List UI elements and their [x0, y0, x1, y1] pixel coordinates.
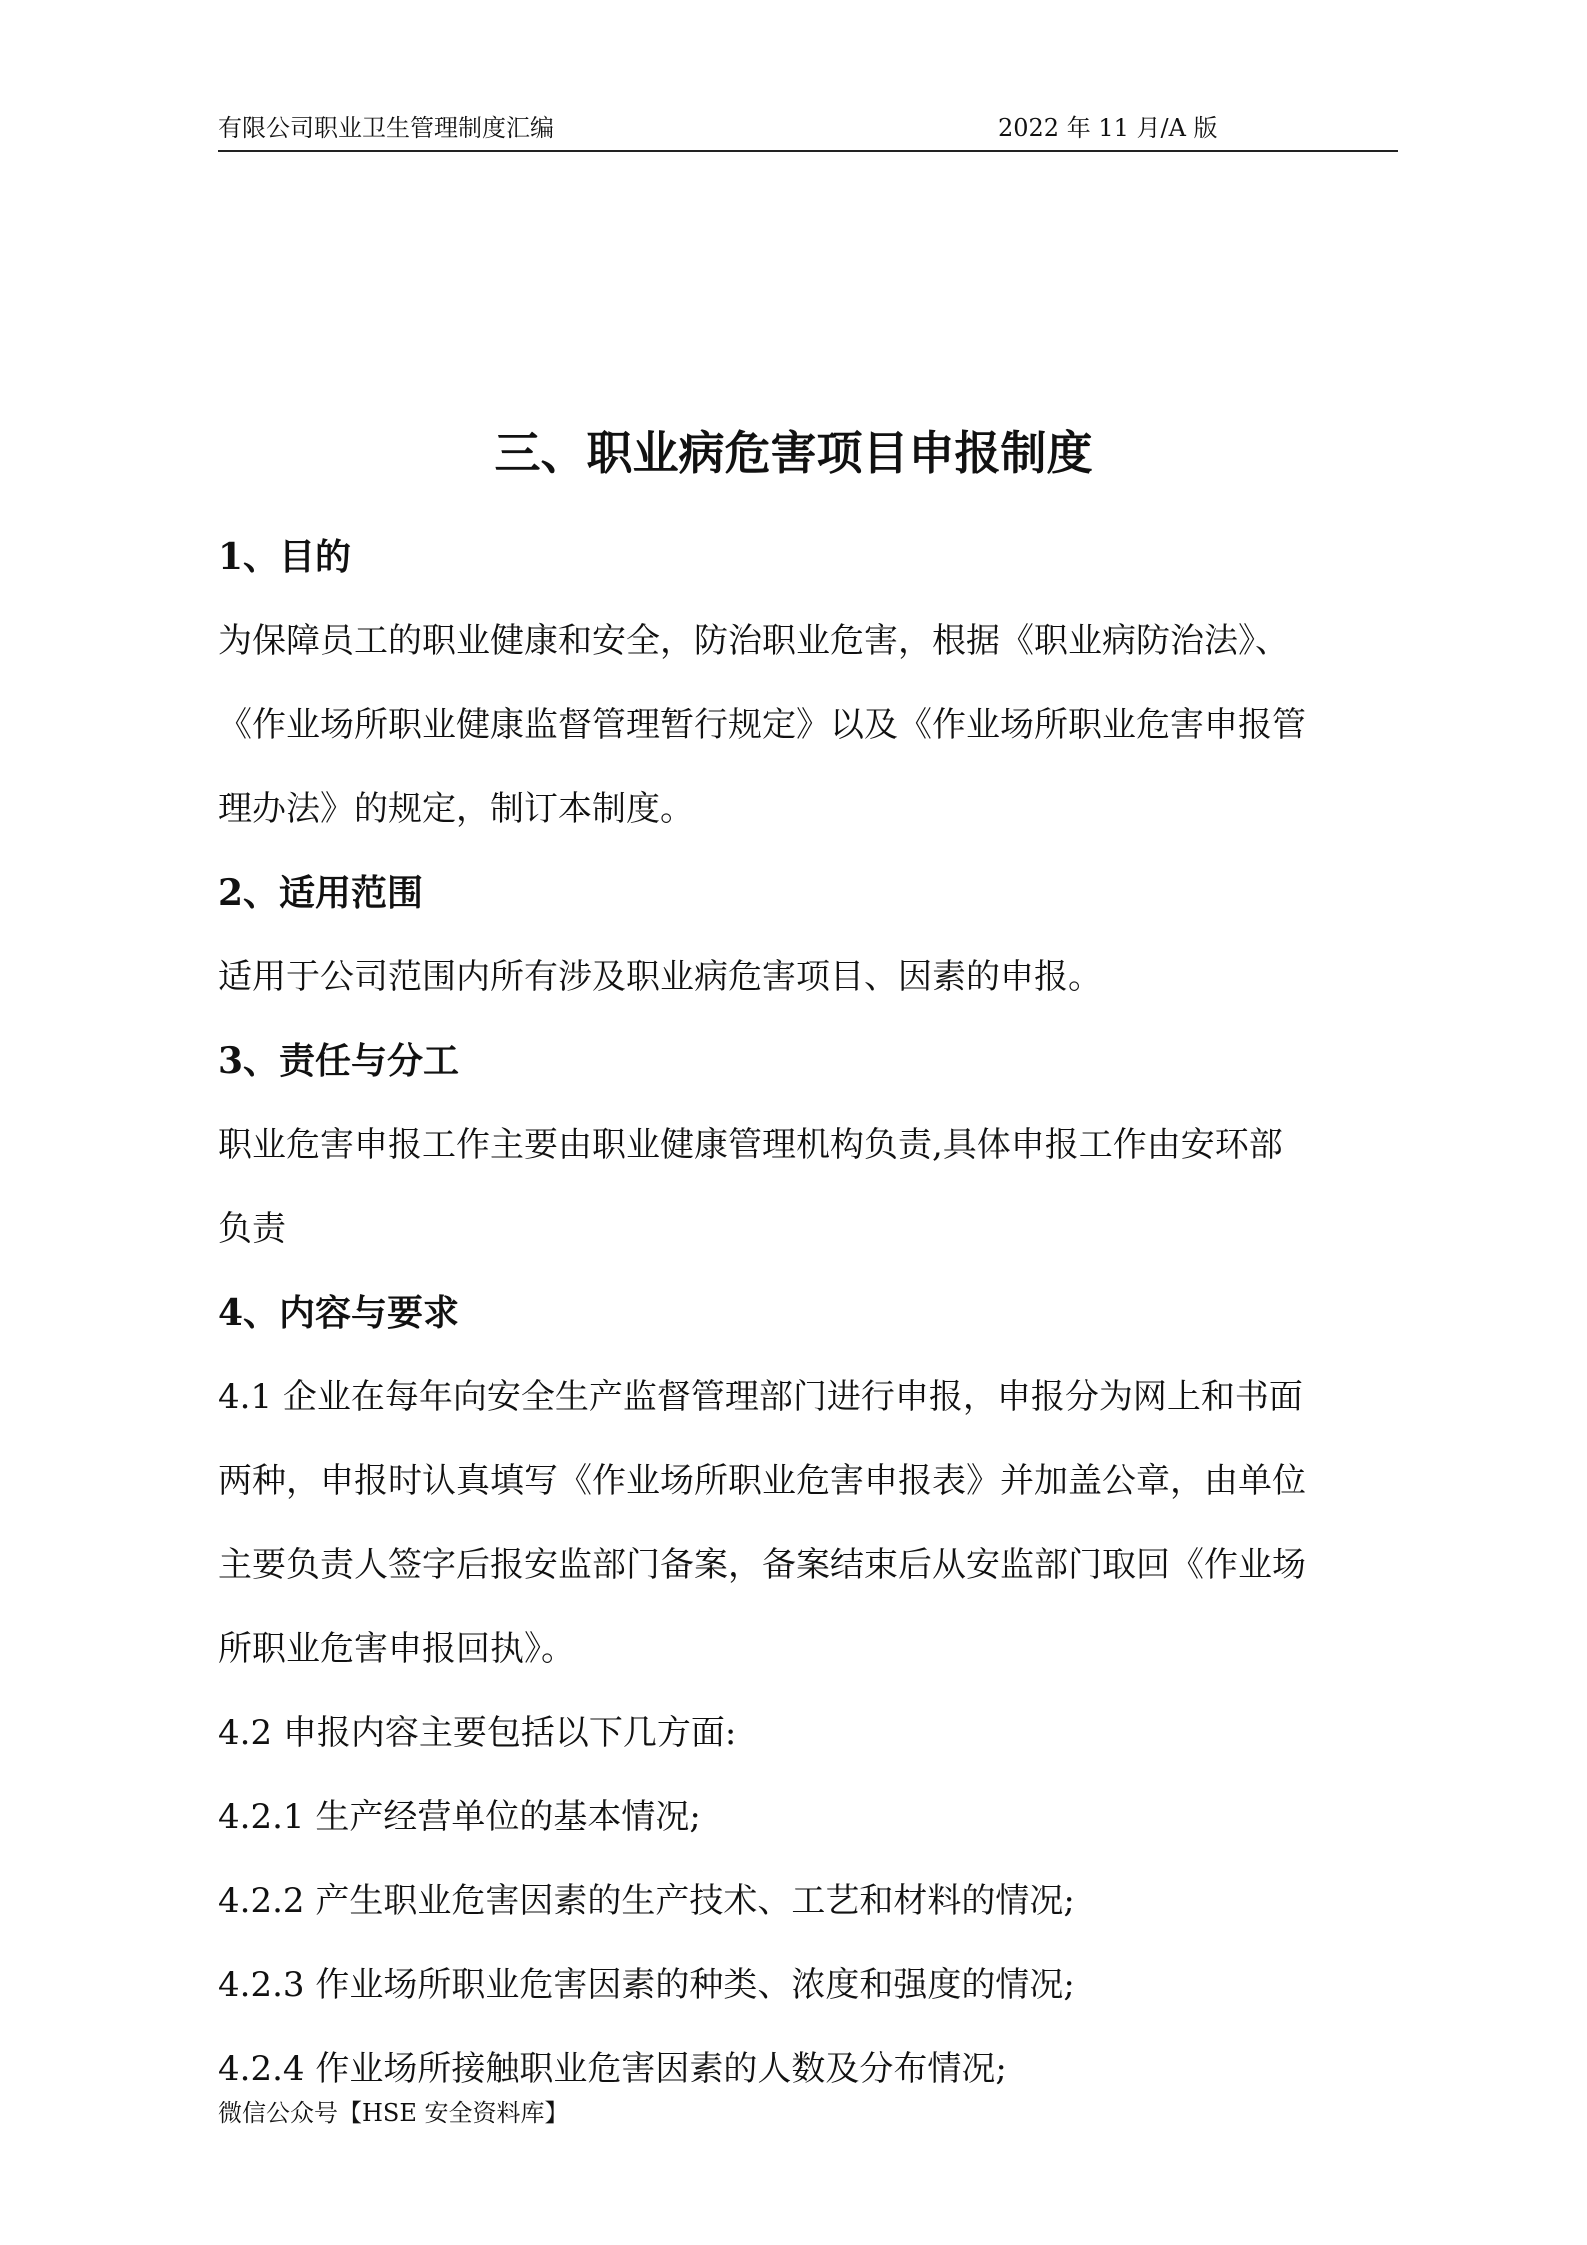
- paragraph-line: 4.2.2 产生职业危害因素的生产技术、工艺和材料的情况;: [218, 1881, 1075, 1921]
- section-heading-purpose: 1、目的: [218, 536, 352, 578]
- paragraph-line: 4.1 企业在每年向安全生产监督管理部门进行申报，申报分为网上和书面: [218, 1377, 1303, 1417]
- paragraph-line: 职业危害申报工作主要由职业健康管理机构负责,具体申报工作由安环部: [218, 1125, 1283, 1165]
- paragraph-line: 为保障员工的职业健康和安全，防治职业危害，根据《职业病防治法》、: [218, 621, 1289, 661]
- section-heading-responsibility: 3、责任与分工: [218, 1040, 460, 1082]
- paragraph-line: 理办法》的规定，制订本制度。: [218, 789, 694, 829]
- paragraph-line: 4.2.4 作业场所接触职业危害因素的人数及分布情况;: [218, 2049, 1007, 2089]
- paragraph-line: 适用于公司范围内所有涉及职业病危害项目、因素的申报。: [218, 957, 1102, 997]
- section-heading-scope: 2、适用范围: [218, 872, 424, 914]
- document-body: [218, 515, 1398, 2111]
- page-header: [218, 108, 1398, 152]
- header-version-date: 2022 年 11 月/A 版: [998, 114, 1218, 142]
- page-footer: 微信公众号【HSE 安全资料库】: [218, 2099, 569, 2127]
- paragraph-line: 负责: [218, 1209, 286, 1249]
- paragraph-line: 两种，申报时认真填写《作业场所职业危害申报表》并加盖公章，由单位: [218, 1461, 1306, 1501]
- paragraph-line: 4.2.3 作业场所职业危害因素的种类、浓度和强度的情况;: [218, 1965, 1075, 2005]
- document-title: 三、职业病危害项目申报制度: [494, 426, 1093, 480]
- section-heading-content-requirements: 4、内容与要求: [218, 1292, 460, 1334]
- paragraph-line: 《作业场所职业健康监督管理暂行规定》以及《作业场所职业危害申报管: [218, 705, 1306, 745]
- paragraph-line: 4.2.1 生产经营单位的基本情况;: [218, 1797, 701, 1837]
- paragraph-line: 4.2 申报内容主要包括以下几方面:: [218, 1713, 737, 1753]
- paragraph-line: 主要负责人签字后报安监部门备案，备案结束后从安监部门取回《作业场: [218, 1545, 1306, 1585]
- paragraph-line: 所职业危害申报回执》。: [218, 1629, 575, 1669]
- header-company-title: 有限公司职业卫生管理制度汇编: [218, 114, 554, 142]
